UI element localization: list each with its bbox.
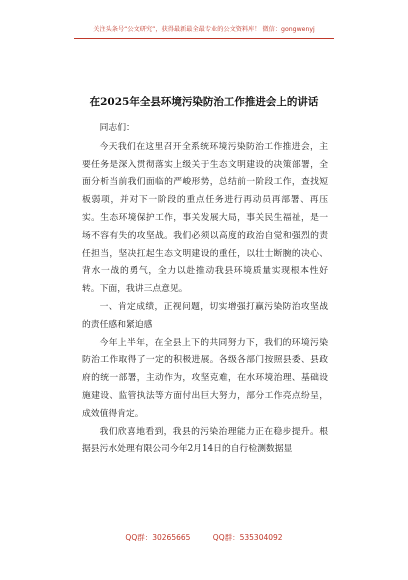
document-body bbox=[82, 120, 328, 459]
section-heading-1: 一、肯定成绩，正视问题，切实增强打赢污染防治攻坚战的责任感和紧迫感 bbox=[82, 301, 328, 330]
paragraph-intro: 今天我们在这里召开全系统环境污染防治工作推进会，主要任务是深入贯彻落实上级关于生态文明建设的决策部署，全面分析当前我们面临的严峻形势，总结前一阶段工作，查找短板弱项，并对下一阶段的重点任务进行再动员再部署、再压实。生态环境保护工作，事关发展大局，事关民生福祉，是一场不容有失的攻坚战。我们必须以高度的政治自觉和强烈的责任担当，坚决扛起生态文明建设的重任，以壮士断腕的决心、背水一战的勇气，全力以赴推动我县环境质量实现根本性好转。下面，我讲三点意见。 bbox=[82, 141, 328, 295]
salutation: 同志们： bbox=[99, 123, 135, 133]
footer-qq-group-2: QQ群：535304092 bbox=[212, 533, 283, 542]
footer-qq-group-1: QQ群：30265665 bbox=[125, 533, 191, 542]
paragraph-capacity: 我们欣喜地看到，我县的污染治理能力正在稳步提升。根据县污水处理有限公司今年2月14日的自行检测数据显 bbox=[82, 426, 328, 455]
header-banner: 关注头条号“公文研究”，获得最新最全最专业的公文资料库！ 微信：gongwenyj bbox=[93, 26, 315, 33]
document-title: 在2025年全县环境污染防治工作推进会上的讲话 bbox=[89, 96, 319, 108]
header-divider bbox=[74, 38, 334, 39]
paragraph-progress: 今年上半年，在全县上下的共同努力下，我们的环境污染防治工作取得了一定的积极进展。各级各部门按照县委、县政府的统一部署，主动作为，攻坚克难，在水环境治理、基础设施建设、监管执法等方面付出巨大努力，部分工作亮点纷呈，成效值得肯定。 bbox=[82, 337, 328, 419]
footer-contacts bbox=[0, 532, 408, 543]
